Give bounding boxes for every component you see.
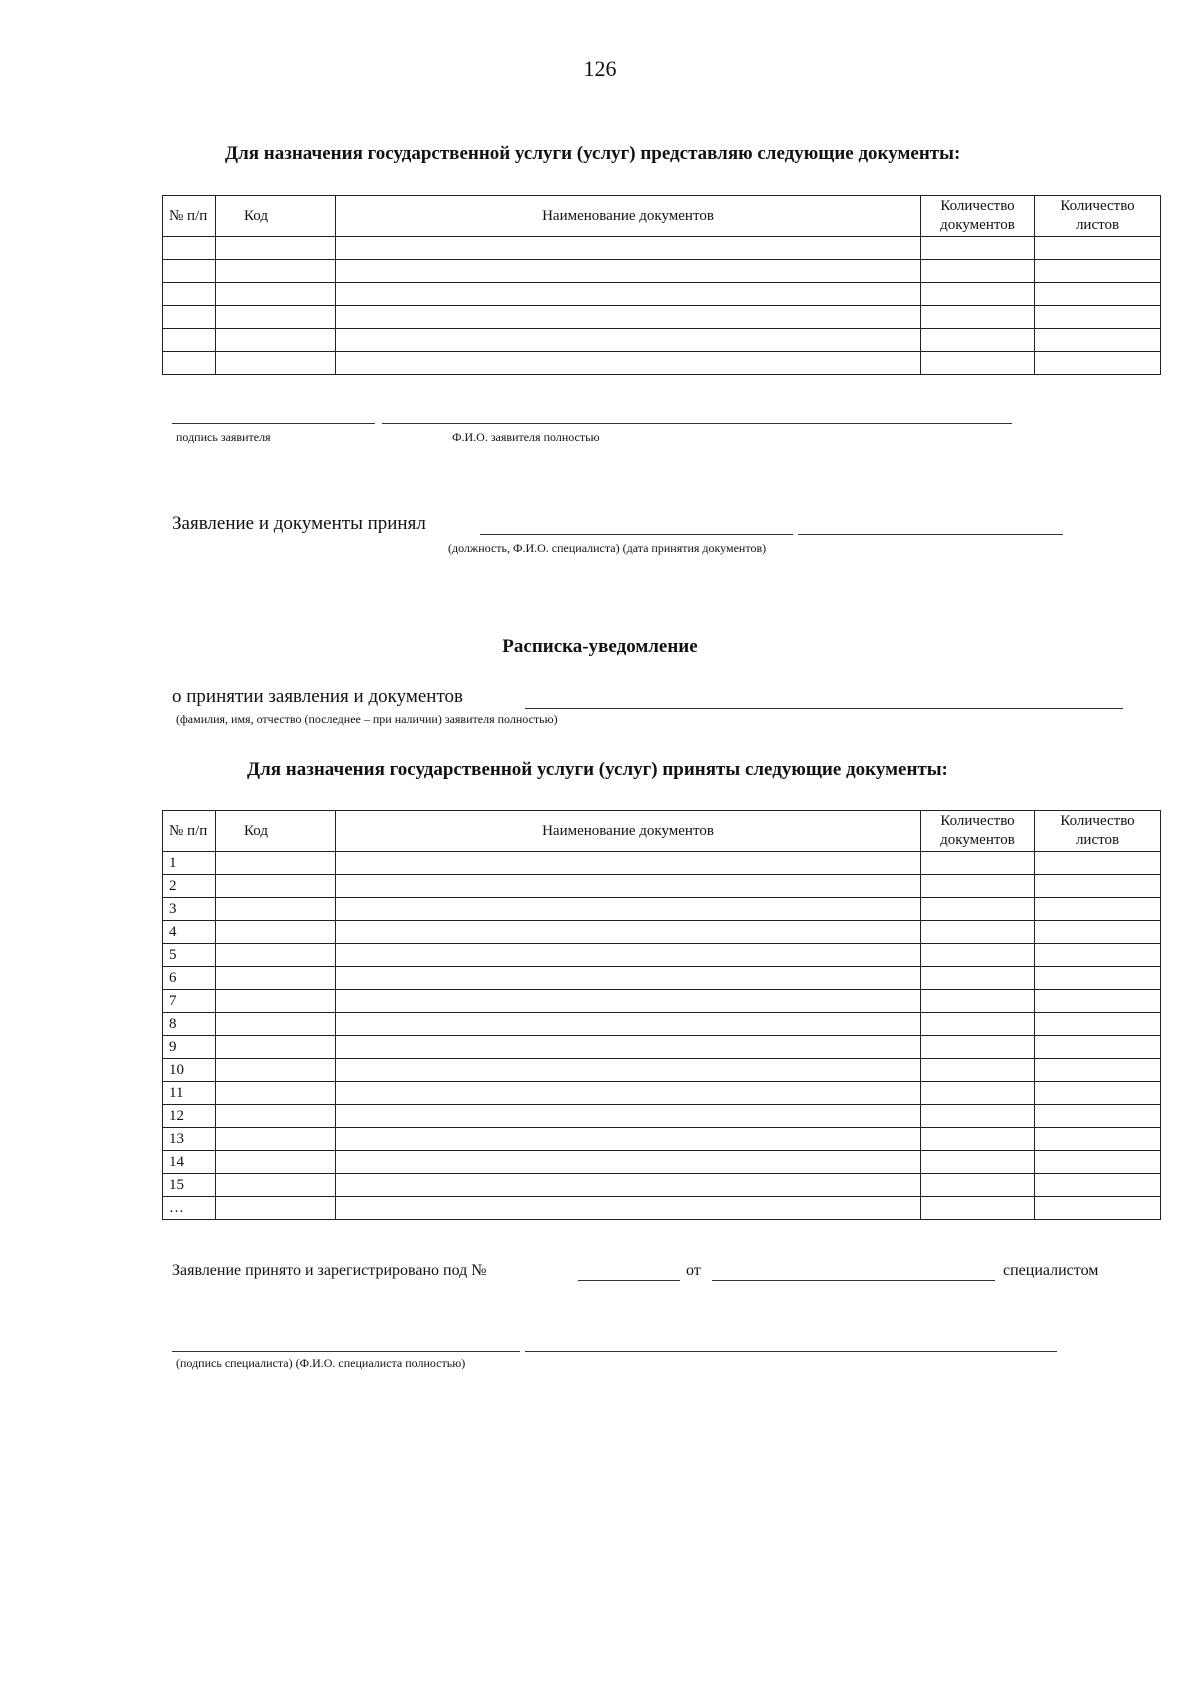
cell-doc-count[interactable] (921, 237, 1035, 260)
cell-code[interactable] (216, 1105, 336, 1128)
cell-sheet-count[interactable] (1035, 1128, 1161, 1151)
acceptance-date-line (798, 534, 1063, 535)
cell-doc-name[interactable] (336, 352, 921, 375)
cell-code[interactable] (216, 1059, 336, 1082)
cell-sheet-count[interactable] (1035, 306, 1161, 329)
specialist-line (480, 534, 793, 535)
table-row (163, 1128, 1161, 1151)
cell-number: 3 (163, 898, 216, 921)
table-row (163, 283, 1161, 306)
section2-heading: Для назначения государственной услуги (услуг) приняты следующие документы: (247, 759, 948, 780)
cell-number: 11 (163, 1082, 216, 1105)
section1-heading: Для назначения государственной услуги (услуг) представляю следующие документы: (225, 143, 961, 164)
table-row (163, 352, 1161, 375)
cell-doc-count[interactable] (921, 852, 1035, 875)
table-row (163, 1151, 1161, 1174)
cell-number: 15 (163, 1174, 216, 1197)
cell-sheet-count[interactable] (1035, 1197, 1161, 1220)
cell-number (163, 283, 216, 306)
cell-doc-name[interactable] (336, 852, 921, 875)
table-row (163, 260, 1161, 283)
table-row (163, 1174, 1161, 1197)
cell-sheet-count[interactable] (1035, 898, 1161, 921)
cell-code[interactable] (216, 237, 336, 260)
specialist-signature-line (172, 1351, 520, 1352)
cell-code[interactable] (216, 1013, 336, 1036)
cell-number: 5 (163, 944, 216, 967)
cell-number: 14 (163, 1151, 216, 1174)
cell-number (163, 329, 216, 352)
cell-sheet-count[interactable] (1035, 1059, 1161, 1082)
cell-code[interactable] (216, 990, 336, 1013)
cell-doc-name[interactable] (336, 237, 921, 260)
table-row (163, 237, 1161, 260)
cell-doc-count[interactable] (921, 875, 1035, 898)
cell-number: 6 (163, 967, 216, 990)
cell-code[interactable] (216, 852, 336, 875)
cell-number: 4 (163, 921, 216, 944)
cell-code[interactable] (216, 898, 336, 921)
cell-doc-name[interactable] (336, 1082, 921, 1105)
cell-doc-count[interactable] (921, 1059, 1035, 1082)
cell-code[interactable] (216, 283, 336, 306)
cell-code[interactable] (216, 1151, 336, 1174)
cell-doc-name[interactable] (336, 875, 921, 898)
cell-doc-name[interactable] (336, 1105, 921, 1128)
cell-doc-count[interactable] (921, 1197, 1035, 1220)
cell-sheet-count[interactable] (1035, 1174, 1161, 1197)
cell-doc-name[interactable] (336, 260, 921, 283)
page-number: 126 (583, 56, 617, 81)
applicant-signature-line (172, 423, 375, 424)
accepted-by-caption: (должность, Ф.И.О. специалиста) (дата принятия документов) (448, 541, 767, 555)
cell-code[interactable] (216, 1082, 336, 1105)
cell-doc-count[interactable] (921, 1151, 1035, 1174)
table-row (163, 1036, 1161, 1059)
table-row (163, 898, 1161, 921)
column-header-number: № п/п (163, 811, 216, 852)
column-header-doc-count: Количество документов (921, 811, 1035, 852)
table-header-row (163, 196, 1161, 237)
cell-doc-name[interactable] (336, 921, 921, 944)
cell-doc-name[interactable] (336, 898, 921, 921)
table-row (163, 852, 1161, 875)
specialist-signature-caption: (подпись специалиста) (Ф.И.О. специалиста полностью) (176, 1356, 466, 1370)
table-row (163, 990, 1161, 1013)
cell-number: 12 (163, 1105, 216, 1128)
cell-doc-count[interactable] (921, 990, 1035, 1013)
receipt-text: о принятии заявления и документов (172, 686, 463, 707)
cell-doc-count[interactable] (921, 283, 1035, 306)
applicant-name-line (382, 423, 1012, 424)
table-row (163, 921, 1161, 944)
cell-number: 7 (163, 990, 216, 1013)
table-row (163, 329, 1161, 352)
cell-sheet-count[interactable] (1035, 283, 1161, 306)
cell-doc-name[interactable] (336, 283, 921, 306)
cell-sheet-count[interactable] (1035, 329, 1161, 352)
registration-text: Заявление принято и зарегистрировано под № (172, 1262, 487, 1279)
cell-doc-name[interactable] (336, 1128, 921, 1151)
cell-code[interactable] (216, 329, 336, 352)
cell-doc-count[interactable] (921, 944, 1035, 967)
table-row (163, 1059, 1161, 1082)
column-header-number: № п/п (163, 196, 216, 237)
table-row (163, 875, 1161, 898)
cell-number: … (163, 1197, 216, 1220)
cell-doc-count[interactable] (921, 1128, 1035, 1151)
cell-sheet-count[interactable] (1035, 990, 1161, 1013)
cell-doc-count[interactable] (921, 1105, 1035, 1128)
cell-sheet-count[interactable] (1035, 1036, 1161, 1059)
cell-sheet-count[interactable] (1035, 944, 1161, 967)
cell-number: 2 (163, 875, 216, 898)
cell-sheet-count[interactable] (1035, 1105, 1161, 1128)
table-row (163, 306, 1161, 329)
cell-doc-name[interactable] (336, 1036, 921, 1059)
cell-code[interactable] (216, 1197, 336, 1220)
cell-doc-name[interactable] (336, 1174, 921, 1197)
submitted-documents-table (162, 195, 1161, 375)
receipt-caption: (фамилия, имя, отчество (последнее – при наличии) заявителя полностью) (176, 712, 558, 726)
cell-sheet-count[interactable] (1035, 852, 1161, 875)
cell-number (163, 306, 216, 329)
column-header-code: Код (216, 811, 336, 852)
cell-doc-name[interactable] (336, 1151, 921, 1174)
cell-sheet-count[interactable] (1035, 967, 1161, 990)
column-header-doc-name: Наименование документов (336, 196, 921, 237)
column-header-doc-count: Количество документов (921, 196, 1035, 237)
accepted-by-text: Заявление и документы принял (172, 513, 426, 534)
cell-doc-name[interactable] (336, 944, 921, 967)
cell-number: 8 (163, 1013, 216, 1036)
cell-code[interactable] (216, 921, 336, 944)
cell-number: 9 (163, 1036, 216, 1059)
table-row (163, 1082, 1161, 1105)
cell-sheet-count[interactable] (1035, 921, 1161, 944)
column-header-doc-name: Наименование документов (336, 811, 921, 852)
accepted-documents-table (162, 810, 1161, 1220)
cell-sheet-count[interactable] (1035, 352, 1161, 375)
table-row (163, 1197, 1161, 1220)
cell-doc-count[interactable] (921, 1082, 1035, 1105)
cell-doc-count[interactable] (921, 921, 1035, 944)
cell-doc-name[interactable] (336, 990, 921, 1013)
specialist-name-line (525, 1351, 1057, 1352)
cell-doc-count[interactable] (921, 329, 1035, 352)
column-header-code: Код (216, 196, 336, 237)
cell-code[interactable] (216, 1174, 336, 1197)
table-row (163, 1013, 1161, 1036)
cell-number: 1 (163, 852, 216, 875)
cell-code[interactable] (216, 1128, 336, 1151)
cell-doc-name[interactable] (336, 1197, 921, 1220)
column-header-sheet-count: Количество листов (1035, 196, 1161, 237)
cell-sheet-count[interactable] (1035, 1151, 1161, 1174)
cell-code[interactable] (216, 967, 336, 990)
cell-doc-count[interactable] (921, 260, 1035, 283)
cell-code[interactable] (216, 944, 336, 967)
cell-doc-name[interactable] (336, 1059, 921, 1082)
cell-doc-name[interactable] (336, 967, 921, 990)
cell-doc-name[interactable] (336, 306, 921, 329)
applicant-signature-label: подпись заявителя (176, 430, 271, 444)
cell-doc-count[interactable] (921, 1013, 1035, 1036)
receipt-title: Расписка-уведомление (502, 636, 698, 657)
cell-number: 10 (163, 1059, 216, 1082)
cell-sheet-count[interactable] (1035, 260, 1161, 283)
cell-number (163, 260, 216, 283)
cell-sheet-count[interactable] (1035, 1082, 1161, 1105)
cell-code[interactable] (216, 875, 336, 898)
cell-doc-count[interactable] (921, 898, 1035, 921)
cell-sheet-count[interactable] (1035, 1013, 1161, 1036)
applicant-fullname-line (525, 708, 1123, 709)
cell-sheet-count[interactable] (1035, 237, 1161, 260)
registration-number-line (578, 1280, 680, 1281)
cell-doc-count[interactable] (921, 967, 1035, 990)
cell-number (163, 352, 216, 375)
registration-specialist-text: специалистом (1003, 1262, 1099, 1279)
registration-date-line (712, 1280, 995, 1281)
registration-from-text: от (686, 1262, 701, 1279)
cell-doc-count[interactable] (921, 306, 1035, 329)
table-row (163, 944, 1161, 967)
cell-number (163, 237, 216, 260)
cell-code[interactable] (216, 1036, 336, 1059)
applicant-name-label: Ф.И.О. заявителя полностью (452, 430, 600, 444)
table-row (163, 967, 1161, 990)
cell-doc-name[interactable] (336, 329, 921, 352)
column-header-sheet-count: Количество листов (1035, 811, 1161, 852)
cell-code[interactable] (216, 260, 336, 283)
cell-number: 13 (163, 1128, 216, 1151)
table-header-row (163, 811, 1161, 852)
cell-doc-name[interactable] (336, 1013, 921, 1036)
cell-sheet-count[interactable] (1035, 875, 1161, 898)
cell-code[interactable] (216, 352, 336, 375)
cell-doc-count[interactable] (921, 1036, 1035, 1059)
cell-code[interactable] (216, 306, 336, 329)
cell-doc-count[interactable] (921, 1174, 1035, 1197)
cell-doc-count[interactable] (921, 352, 1035, 375)
table-row (163, 1105, 1161, 1128)
